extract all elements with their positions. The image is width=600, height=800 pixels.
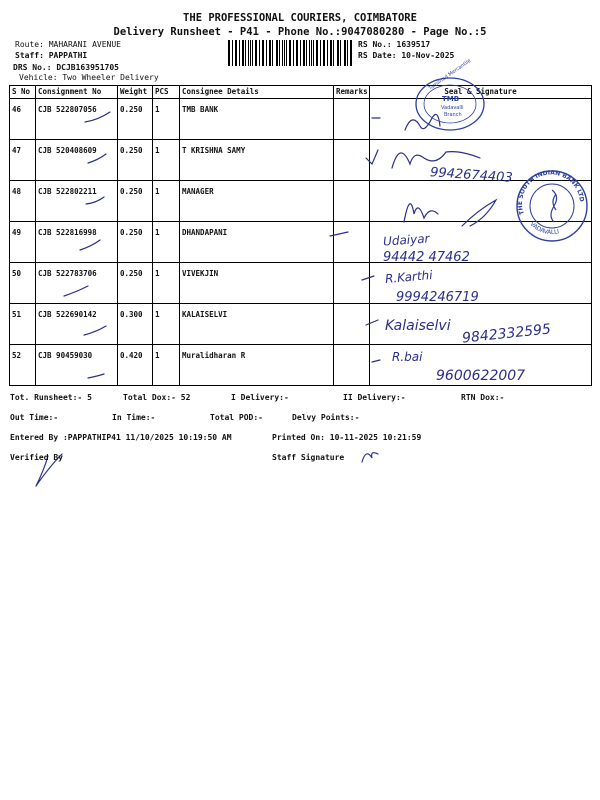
row-pcs: 1 [153,263,180,304]
ii-delivery: II Delivery:- [343,393,406,402]
row-consignment: CJB 522816998 [36,222,118,263]
handwritten-phone: 9942674403 [429,165,514,186]
row-consignee: VIVEKJIN [180,263,334,304]
handwritten-phone: 94442 47462 [383,250,470,265]
route-label: Route: MAHARANI AVENUE [15,40,121,49]
tick-mark [88,374,104,378]
row-consignment: CJB 522802211 [36,181,118,222]
rs-number: RS No.: 1639517 [358,40,431,49]
col-consignee: Consignee Details [180,86,334,99]
tick-mark [372,360,380,362]
col-consignment: Consignment No [36,86,118,99]
staff-label: Staff: PAPPATHI [15,51,88,60]
handwritten-name: R.bai [392,350,423,364]
stamp-text: Branch [444,112,462,118]
entered-by: Entered By :PAPPATHIP41 11/10/2025 10:19:50 AM [10,433,232,442]
row-consignment: CJB 522783706 [36,263,118,304]
row-weight: 0.250 [118,140,153,181]
row-weight: 0.250 [118,222,153,263]
row-sno: 51 [10,304,36,345]
handwritten-name: R.Karthi [384,267,434,287]
stamp-text: TMB [442,95,460,103]
sib-bank-stamp [512,166,592,246]
in-time: In Time:- [112,413,156,422]
row-pcs: 1 [153,140,180,181]
delvy-points: Delvy Points:- [292,413,360,422]
row-sno: 50 [10,263,36,304]
row-consignment: CJB 520408609 [36,140,118,181]
row-pcs: 1 [153,181,180,222]
stamp-text: Tamilnad Mercantile [427,57,473,92]
staff-signature: Staff Signature [272,453,345,462]
col-remarks: Remarks [334,86,370,99]
printed-on: Printed On: 10-11-2025 10:21:59 [272,433,422,442]
company-title: THE PROFESSIONAL COURIERS, COIMBATORE [183,12,417,24]
tick-mark [366,320,378,325]
row-consignee: KALAISELVI [180,304,334,345]
row-sno: 52 [10,345,36,386]
out-time: Out Time:- [10,413,59,422]
i-delivery: I Delivery:- [231,393,289,402]
row-sno: 47 [10,140,36,181]
row-sno: 46 [10,99,36,140]
row-consignee: T KRISHNA SAMY [180,140,334,181]
verified-by: Verified By [10,453,63,462]
row-pcs: 1 [153,304,180,345]
row-weight: 0.250 [118,99,153,140]
row-sno: 49 [10,222,36,263]
row-consignee: MANAGER [180,181,334,222]
handwritten-name: Udaiyar [382,231,430,249]
row-consignee: TMB BANK [180,99,334,140]
tick-mark [366,150,378,164]
rtn-dox: RTN Dox:- [461,393,505,402]
tick-mark [80,240,100,250]
tick-mark [64,286,88,296]
stamp-text: VADAVALLI [528,220,560,237]
row-consignment: CJB 522690142 [36,304,118,345]
signature-scribble [404,204,438,222]
row-weight: 0.300 [118,304,153,345]
tick-mark [84,326,106,335]
tmb-bank-stamp [410,57,490,136]
handwritten-phone: 9994246719 [396,290,479,305]
row-consignment: CJB 522807056 [36,99,118,140]
row-pcs: 1 [153,222,180,263]
row-sno: 48 [10,181,36,222]
runsheet-subtitle: Delivery Runsheet - P41 - Phone No.:9047080280 - Page No.:5 [113,26,487,38]
vehicle-label: Vehicle: Two Wheeler Delivery [19,73,159,82]
tick-mark [362,276,374,280]
row-weight: 0.250 [118,263,153,304]
total-dox: Total Dox:- 52 [123,393,191,402]
svg-text:THE SOUTH INDIAN BANK LTD [517,169,585,215]
row-consignee: Muralidharan R [180,345,334,386]
col-seal-signature: Seal & Signature [370,86,592,99]
row-pcs: 1 [153,99,180,140]
row-consignment: CJB 90459030 [36,345,118,386]
row-weight: 0.250 [118,181,153,222]
tick-mark [88,154,106,163]
total-pod: Total POD:- [210,413,263,422]
tot-runsheet: Tot. Runsheet:- 5 [10,393,92,402]
signature-scribble [362,453,378,462]
row-consignee: DHANDAPANI [180,222,334,263]
stamp-text: THE SOUTH INDIAN BANK LTD [517,169,586,216]
tick-mark [86,197,104,204]
signature-scribble [462,200,496,226]
tick-mark [85,112,110,122]
tick-mark [330,232,348,236]
row-pcs: 1 [153,345,180,386]
stamp-text: Vadavalli [441,105,464,111]
handwritten-phone: 9600622007 [436,368,526,384]
drs-number: DRS No.: DCJB163951705 [13,63,119,72]
handwritten-name: Kalaiselvi [385,318,451,334]
col-sno: S No [10,86,36,99]
col-pcs: PCS [153,86,180,99]
handwritten-phone: 9842332595 [461,321,552,347]
svg-text:VADAVALLI [528,221,560,237]
row-weight: 0.420 [118,345,153,386]
col-weight: Weight [118,86,153,99]
rs-date: RS Date: 10-Nov-2025 [358,51,455,60]
